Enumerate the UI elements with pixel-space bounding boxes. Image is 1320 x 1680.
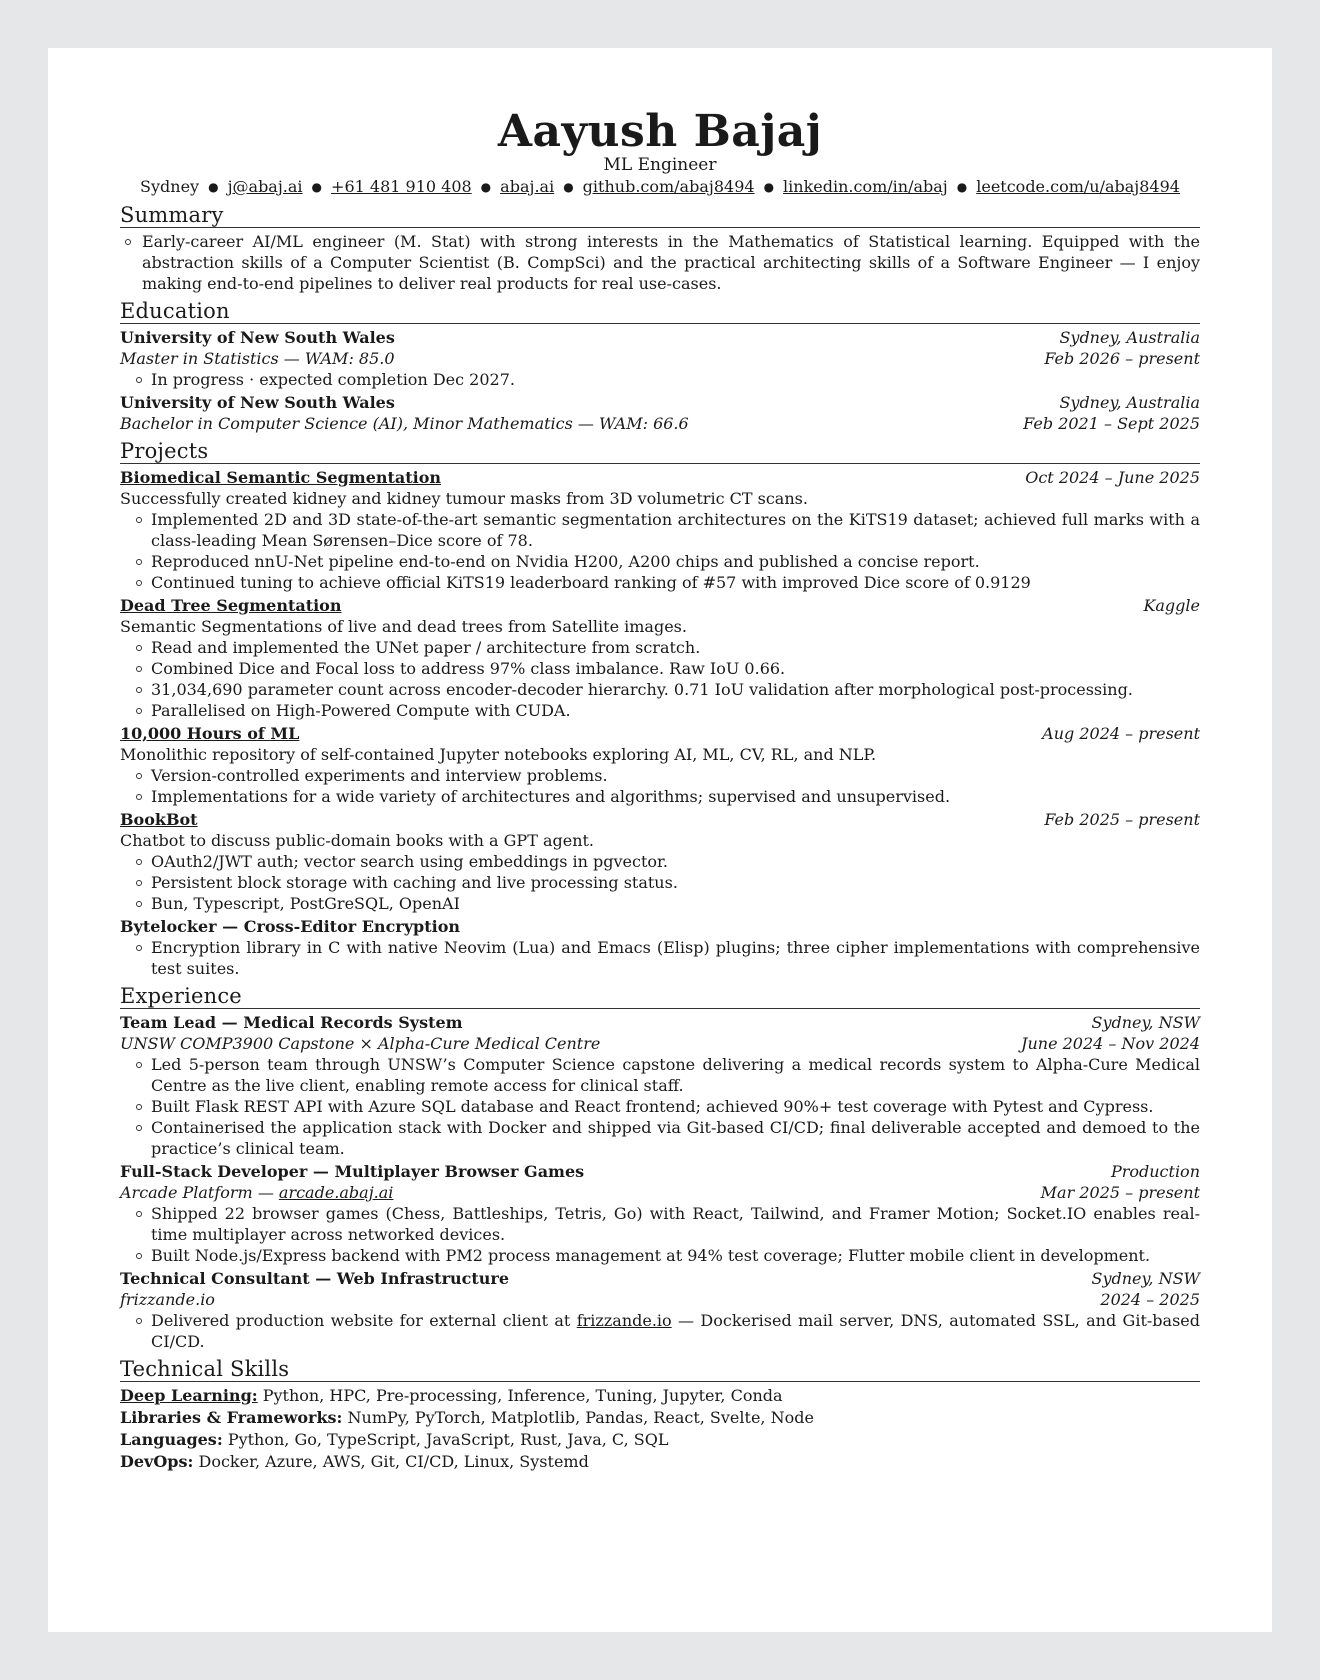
contact-email-link[interactable]: j@abaj.ai xyxy=(227,177,303,196)
job-dates: Mar 2025 – present xyxy=(1040,1183,1200,1202)
skill-label: DevOps: xyxy=(120,1452,194,1471)
resume-content xyxy=(120,106,1200,1473)
candidate-name: Aayush Bajaj xyxy=(497,106,823,157)
contact-location: Sydney xyxy=(140,177,200,196)
contact-linkedin-link[interactable]: linkedin.com/in/abaj xyxy=(783,177,948,196)
experience-bullet xyxy=(120,1310,1200,1352)
project-title-link[interactable]: 10,000 Hours of ML xyxy=(120,724,300,743)
experience-bullets xyxy=(120,1310,1200,1352)
education-bullet: In progress · expected completion Dec 2027. xyxy=(120,369,1200,390)
school-name: University of New South Wales xyxy=(120,328,395,347)
bullet-separator: ● xyxy=(311,180,323,194)
bullet-text: Delivered production website for external client at xyxy=(151,1311,571,1330)
job-location: Sydney, NSW xyxy=(1091,1269,1200,1288)
skill-values: Docker, Azure, AWS, Git, CI/CD, Linux, Systemd xyxy=(198,1452,589,1471)
project-dates: Feb 2025 – present xyxy=(1044,810,1200,829)
project-entry xyxy=(120,916,1200,979)
bullet-text: — Dockerised mail server, DNS, automated SSL, and Git-based CI/CD. xyxy=(151,1311,1200,1351)
experience-entry xyxy=(120,1012,1200,1159)
project-bullet: Persistent block storage with caching and live processing status. xyxy=(120,872,1200,893)
experience-bullet: Led 5-person team through UNSW’s Computer Science capstone delivering a medical records system to Alpha-Cure Medical Centre as the live client, enabling remote access for clinical staff. xyxy=(120,1054,1200,1096)
project-bullet: Encryption library in C with native Neovim (Lua) and Emacs (Elisp) plugins; three cipher implementations with comprehensive test suites. xyxy=(120,937,1200,979)
job-dates: 2024 – 2025 xyxy=(1100,1290,1200,1309)
degree-name: Bachelor in Computer Science (AI), Minor Mathematics — WAM: 66.6 xyxy=(120,414,689,433)
job-role: Team Lead — Medical Records System xyxy=(120,1013,463,1032)
job-org: frizzande.io xyxy=(120,1290,215,1309)
education-entry xyxy=(120,327,1200,390)
contact-leetcode-link[interactable]: leetcode.com/u/abaj8494 xyxy=(976,177,1180,196)
contact-github-link[interactable]: github.com/abaj8494 xyxy=(582,177,755,196)
section-title-projects: Projects xyxy=(120,439,1200,464)
skill-row xyxy=(120,1451,1200,1473)
summary-text: Early-career AI/ML engineer (M. Stat) with strong interests in the Mathematics of Statistical learning. Equipped with the abstraction skills of a Computer Scientist (B. CompSci) and the practical architecting skills of a Software Engineer — I enjoy making end-to-end pipelines to deliver real products for real use-cases. xyxy=(120,231,1200,294)
experience-entry xyxy=(120,1161,1200,1266)
education-bullets xyxy=(120,369,1200,390)
project-bullet: Reproduced nnU-Net pipeline end-to-end on Nvidia H200, A200 chips and published a concise report. xyxy=(120,551,1200,572)
section-title-education: Education xyxy=(120,299,1200,324)
project-entry xyxy=(120,809,1200,914)
job-location: Production xyxy=(1110,1162,1200,1181)
project-title-link[interactable]: Dead Tree Segmentation xyxy=(120,596,342,615)
skill-label: Libraries & Frameworks: xyxy=(120,1408,343,1427)
project-entry xyxy=(120,595,1200,721)
project-description: Monolithic repository of self-contained Jupyter notebooks exploring AI, ML, CV, RL, and NLP. xyxy=(120,745,877,764)
project-bullets xyxy=(120,637,1200,721)
resume-page xyxy=(48,48,1272,1632)
degree-dates: Feb 2026 – present xyxy=(1044,349,1200,368)
bullet-separator: ● xyxy=(480,180,492,194)
school-location: Sydney, Australia xyxy=(1059,328,1200,347)
project-description: Successfully created kidney and kidney tumour masks from 3D volumetric CT scans. xyxy=(120,489,808,508)
job-location: Sydney, NSW xyxy=(1091,1013,1200,1032)
skill-row xyxy=(120,1385,1200,1407)
skills-list xyxy=(120,1385,1200,1473)
project-bullets xyxy=(120,851,1200,914)
skill-row xyxy=(120,1407,1200,1429)
job-dates: June 2024 – Nov 2024 xyxy=(1021,1034,1200,1053)
project-title-link[interactable]: Biomedical Semantic Segmentation xyxy=(120,468,442,487)
skill-label-link[interactable]: Deep Learning: xyxy=(120,1386,258,1405)
bullet-separator: ● xyxy=(763,180,775,194)
project-bullet: Version-controlled experiments and interview problems. xyxy=(120,765,1200,786)
skill-values: Python, Go, TypeScript, JavaScript, Rust, Java, C, SQL xyxy=(227,1430,669,1449)
job-org xyxy=(120,1182,393,1203)
education-entry xyxy=(120,392,1200,434)
bullet-separator: ● xyxy=(208,180,219,194)
project-bullet: Bun, Typescript, PostGreSQL, OpenAI xyxy=(120,893,1200,914)
summary-list xyxy=(120,231,1200,294)
project-bullets xyxy=(120,509,1200,593)
experience-bullet: Built Flask REST API with Azure SQL database and React frontend; achieved 90%+ test coverage with Pytest and Cypress. xyxy=(120,1096,1200,1117)
project-dates: Oct 2024 – June 2025 xyxy=(1025,468,1200,487)
experience-bullet: Built Node.js/Express backend with PM2 process management at 94% test coverage; Flutter mobile client in development. xyxy=(120,1245,1200,1266)
experience-bullets xyxy=(120,1054,1200,1159)
experience-bullet: Shipped 22 browser games (Chess, Battleships, Tetris, Go) with React, Tailwind, and Framer Motion; Socket.IO enables real-time multiplayer across networked devices. xyxy=(120,1203,1200,1245)
job-role: Technical Consultant — Web Infrastructure xyxy=(120,1269,510,1288)
project-bullets xyxy=(120,765,1200,807)
section-title-skills: Technical Skills xyxy=(120,1357,1200,1382)
job-org-label: Arcade Platform — xyxy=(120,1183,274,1202)
section-title-summary: Summary xyxy=(120,203,1200,228)
experience-bullet: Containerised the application stack with Docker and shipped via Git-based CI/CD; final deliverable accepted and demoed to the practice’s clinical team. xyxy=(120,1117,1200,1159)
school-name: University of New South Wales xyxy=(120,393,395,412)
school-location: Sydney, Australia xyxy=(1059,393,1200,412)
experience-bullets xyxy=(120,1203,1200,1266)
contact-phone-link[interactable]: +61 481 910 408 xyxy=(331,177,472,196)
project-entry xyxy=(120,723,1200,807)
project-bullet: Implemented 2D and 3D state-of-the-art semantic segmentation architectures on the KiTS19 dataset; achieved full marks with a class-leading Mean Sørensen–Dice score of 78. xyxy=(120,509,1200,551)
section-title-experience: Experience xyxy=(120,984,1200,1009)
bullet-separator: ● xyxy=(956,180,968,194)
job-org: UNSW COMP3900 Capstone × Alpha-Cure Medical Centre xyxy=(120,1034,601,1053)
experience-entry xyxy=(120,1268,1200,1352)
project-meta: Kaggle xyxy=(1143,596,1200,615)
project-bullet: Continued tuning to achieve official KiTS19 leaderboard ranking of #57 with improved Dice score of 0.9129 xyxy=(120,572,1200,593)
skill-label: Languages: xyxy=(120,1430,223,1449)
project-description: Semantic Segmentations of live and dead trees from Satellite images. xyxy=(120,617,687,636)
project-entry xyxy=(120,467,1200,593)
job-role: Full-Stack Developer — Multiplayer Browser Games xyxy=(120,1162,585,1181)
degree-dates: Feb 2021 – Sept 2025 xyxy=(1023,414,1200,433)
skill-row xyxy=(120,1429,1200,1451)
bullet-separator: ● xyxy=(563,180,574,194)
project-title: Bytelocker — Cross-Editor Encryption xyxy=(120,917,460,936)
contact-line xyxy=(120,176,1200,198)
project-bullet: OAuth2/JWT auth; vector search using embeddings in pgvector. xyxy=(120,851,1200,872)
contact-website-link[interactable]: abaj.ai xyxy=(500,177,555,196)
skill-values: Python, HPC, Pre-processing, Inference, Tuning, Jupyter, Conda xyxy=(262,1386,783,1405)
project-bullet: Read and implemented the UNet paper / architecture from scratch. xyxy=(120,637,1200,658)
skill-values: NumPy, PyTorch, Matplotlib, Pandas, React, Svelte, Node xyxy=(347,1408,814,1427)
project-bullet: Parallelised on High-Powered Compute with CUDA. xyxy=(120,700,1200,721)
degree-name: Master in Statistics — WAM: 85.0 xyxy=(120,349,395,368)
project-title-link[interactable]: BookBot xyxy=(120,810,198,829)
candidate-role: ML Engineer xyxy=(603,155,717,175)
project-description: Chatbot to discuss public-domain books with a GPT agent. xyxy=(120,831,595,850)
project-bullet: Combined Dice and Focal loss to address 97% class imbalance. Raw IoU 0.66. xyxy=(120,658,1200,679)
frizzande-link[interactable]: frizzande.io xyxy=(576,1311,672,1330)
project-bullets xyxy=(120,937,1200,979)
arcade-link[interactable]: arcade.abaj.ai xyxy=(278,1183,394,1202)
project-bullet: 31,034,690 parameter count across encoder-decoder hierarchy. 0.71 IoU validation after morphological post-processing. xyxy=(120,679,1200,700)
project-dates: Aug 2024 – present xyxy=(1042,724,1200,743)
project-bullet: Implementations for a wide variety of architectures and algorithms; supervised and unsupervised. xyxy=(120,786,1200,807)
